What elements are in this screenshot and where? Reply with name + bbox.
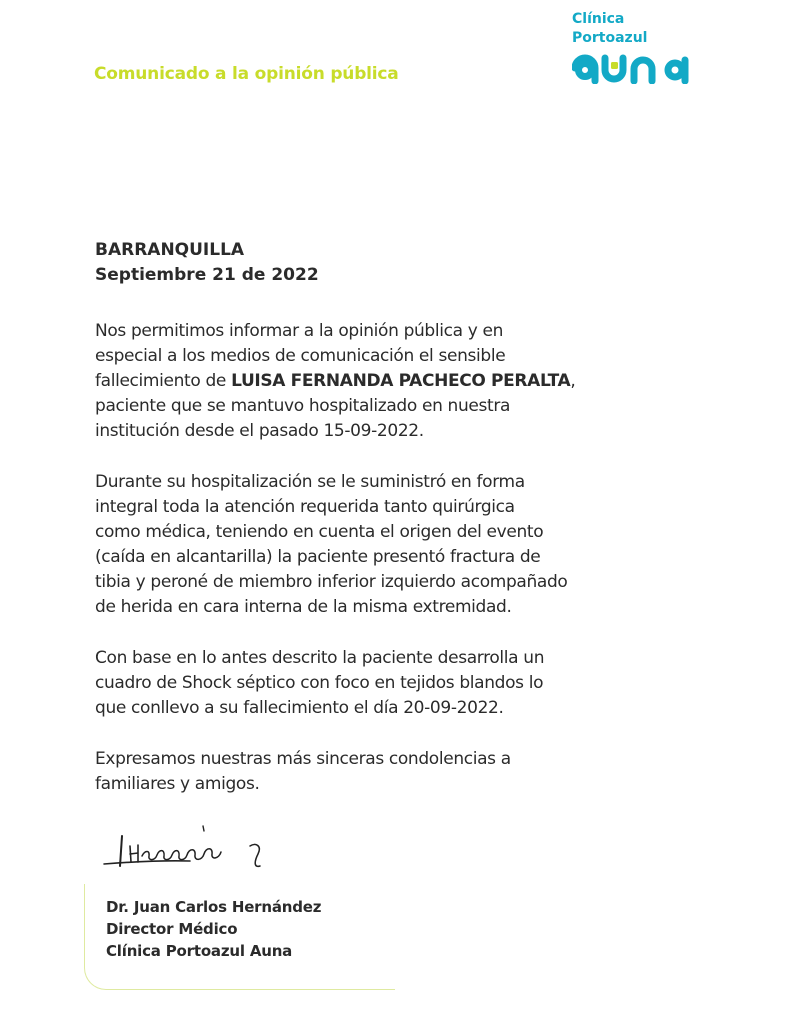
handwritten-signature-icon [100, 818, 280, 878]
paragraph-line: tibia y peroné de miembro inferior izquierdo acompañado [95, 572, 568, 592]
paragraph-outcome [95, 646, 735, 721]
paragraph-line: paciente que se mantuvo hospitalizado en nuestra [95, 396, 511, 416]
signer-name: Dr. Juan Carlos Hernández [106, 898, 322, 916]
signer-block [106, 896, 321, 962]
paragraph-hospitalization [95, 470, 735, 620]
paragraph-line: que conllevo a su fallecimiento el día 20-09-2022. [95, 698, 504, 718]
signer-organization: Clínica Portoazul Auna [106, 942, 293, 960]
paragraph-line-with-name [95, 369, 735, 394]
paragraph-line: de herida en cara interna de la misma extremidad. [95, 597, 512, 617]
signer-title: Director Médico [106, 920, 238, 938]
patient-name: LUISA FERNANDA PACHECO PERALTA [231, 371, 571, 391]
paragraph-line: familiares y amigos. [95, 774, 260, 794]
letter-city: BARRANQUILLA [95, 240, 245, 260]
paragraph-line: Durante su hospitalización se le suministró en forma [95, 472, 525, 492]
paragraph-line: (caída en alcantarilla) la paciente presentó fractura de [95, 547, 541, 567]
paragraph-text: fallecimiento de [95, 371, 232, 391]
document-headline: Comunicado a la opinión pública [94, 64, 399, 84]
paragraph-line: institución desde el pasado 15-09-2022. [95, 421, 424, 441]
paragraph-condolences [95, 747, 735, 797]
paragraph-line: especial a los medios de comunicación el sensible [95, 346, 506, 366]
paragraph-text: , [570, 371, 576, 391]
paragraph-line: Expresamos nuestras más sinceras condolencias a [95, 749, 511, 769]
logo-name-line1: Clínica [572, 11, 625, 27]
paragraph-notice [95, 319, 735, 444]
paragraph-line: cuadro de Shock séptico con foco en tejidos blandos lo [95, 673, 544, 693]
clinic-logo [572, 10, 712, 84]
paragraph-line: integral toda la atención requerida tanto quirúrgica [95, 497, 515, 517]
paragraph-line: Con base en lo antes descrito la paciente desarrolla un [95, 648, 545, 668]
logo-name-line2: Portoazul [572, 30, 648, 46]
letter-body [95, 238, 735, 797]
letter-date: Septiembre 21 de 2022 [95, 265, 319, 285]
auna-wordmark-icon [572, 50, 698, 84]
paragraph-line: como médica, teniendo en cuenta el origen del evento [95, 522, 544, 542]
paragraph-line: Nos permitimos informar a la opinión pública y en [95, 321, 504, 341]
